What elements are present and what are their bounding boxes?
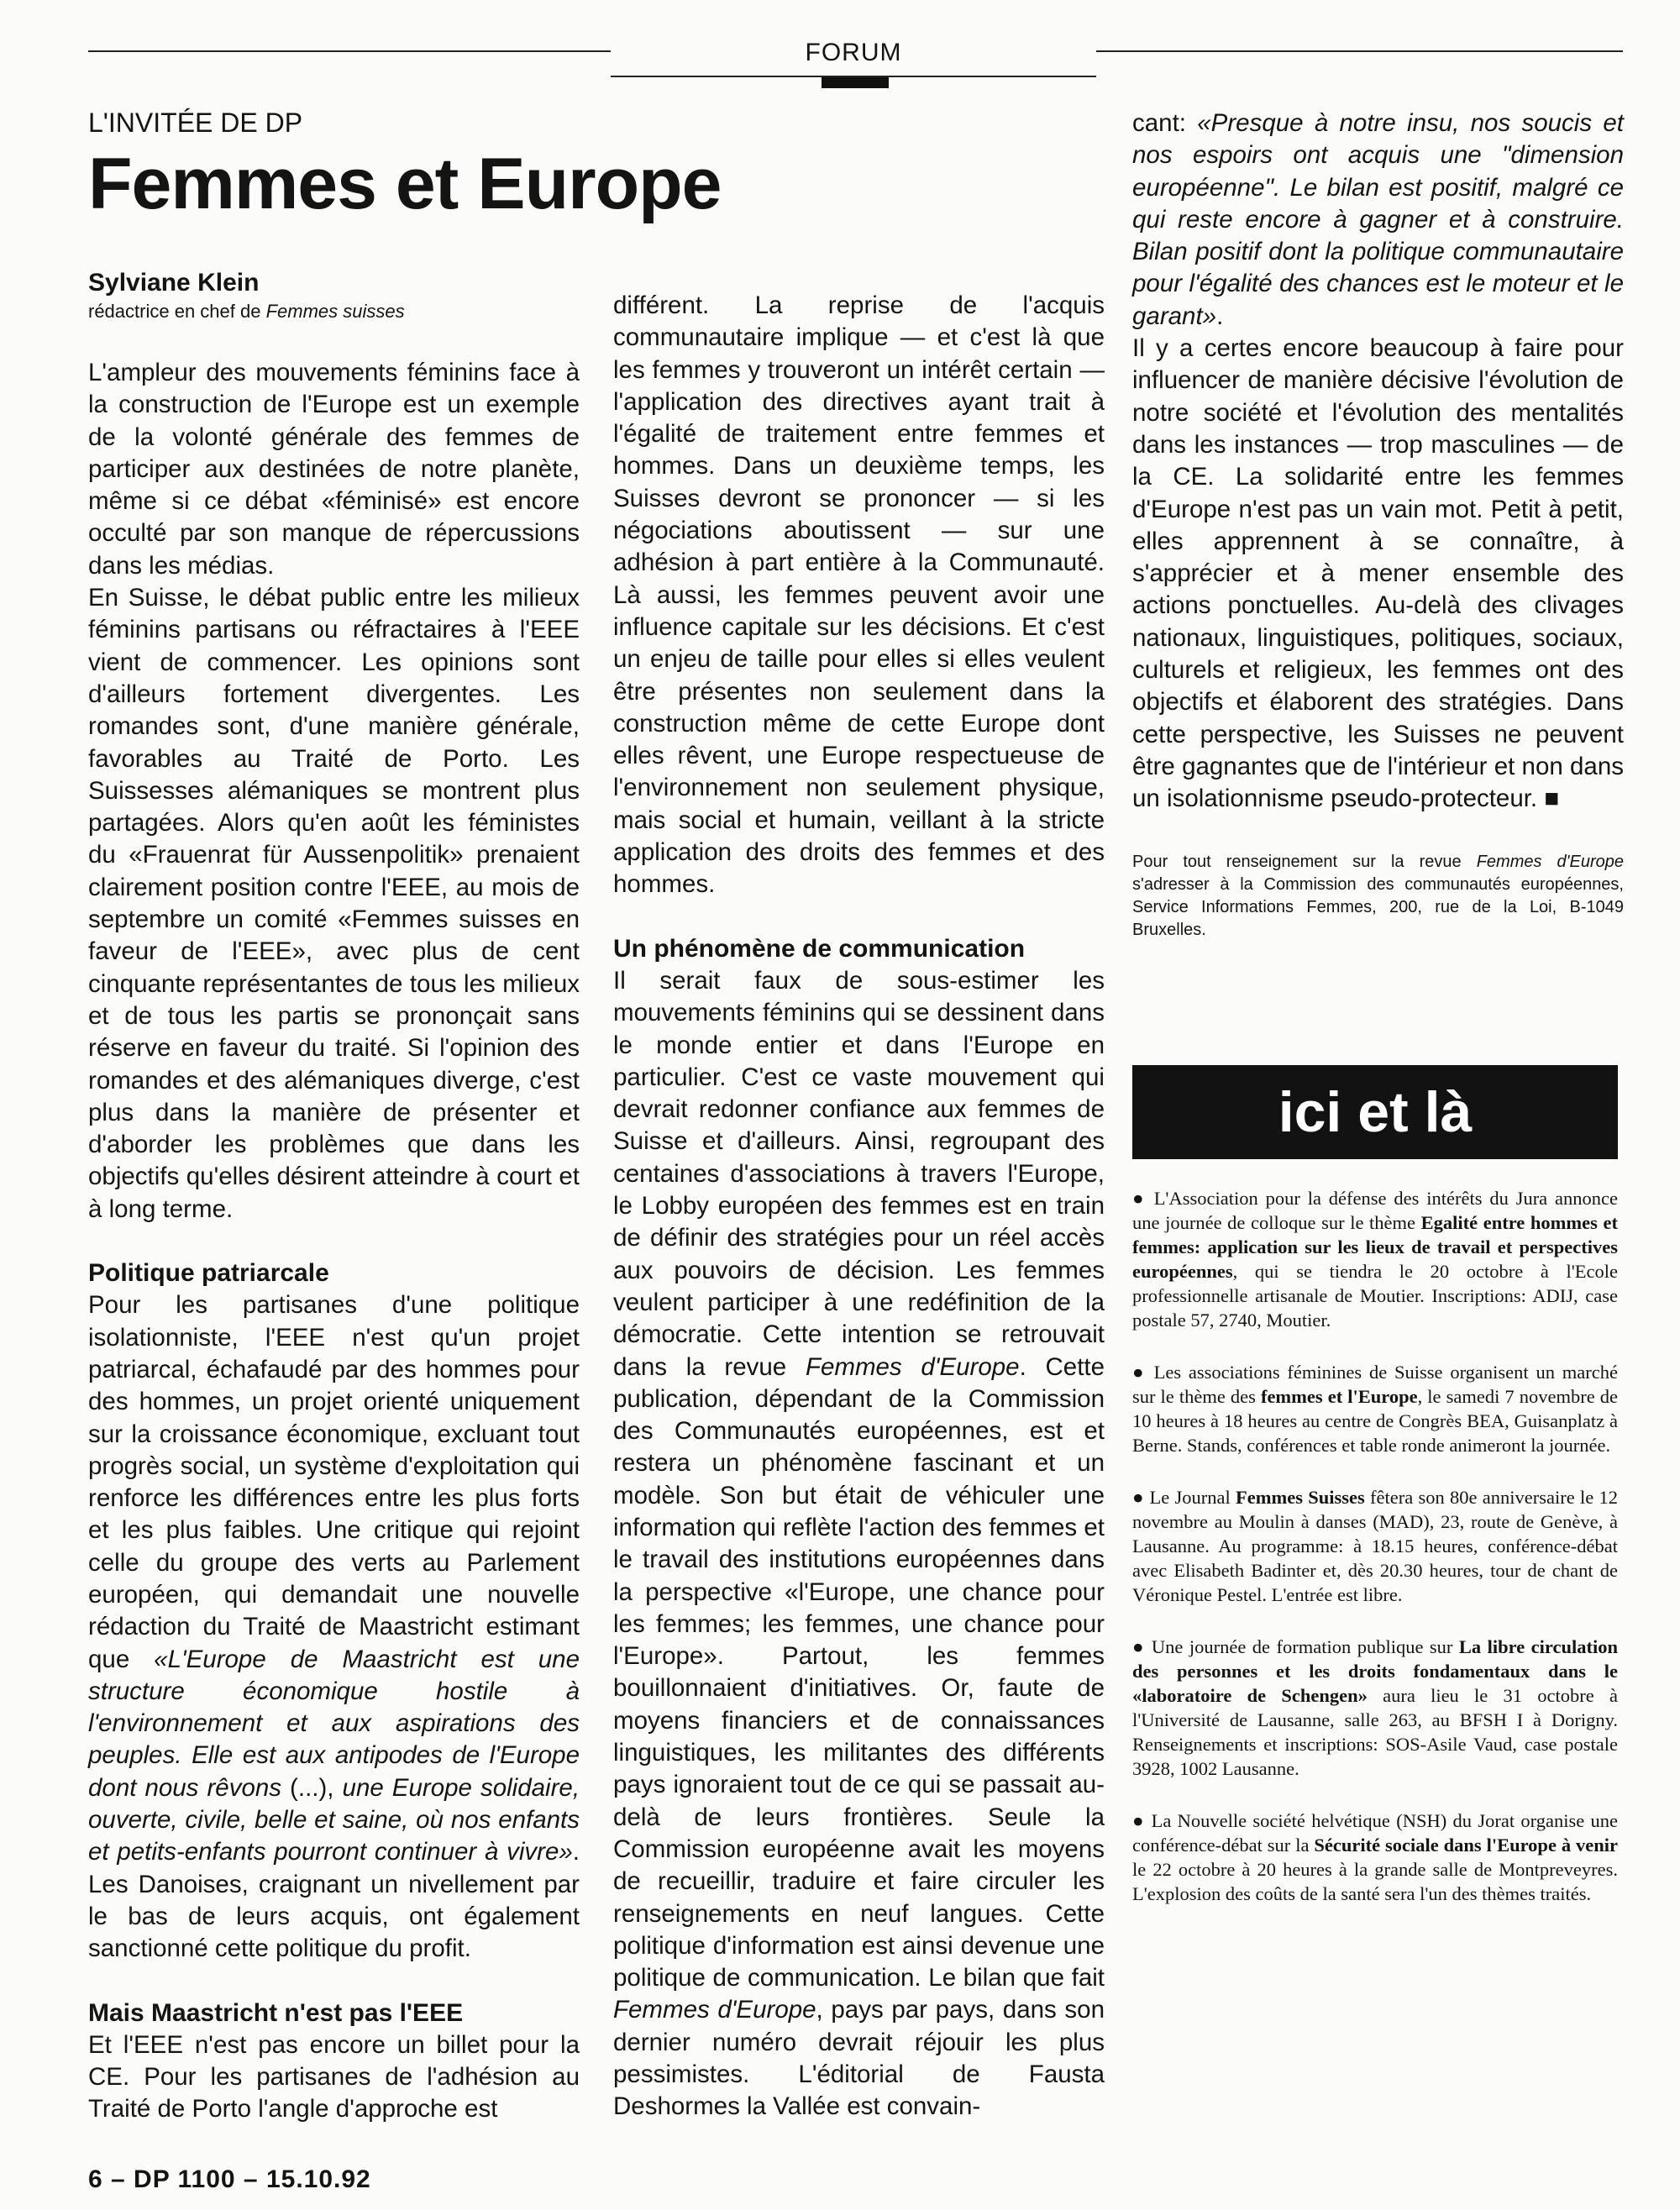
subheading: Politique patriarcale [88, 1259, 329, 1288]
paragraph [88, 1289, 580, 1965]
author-name: Sylviane Klein [88, 269, 260, 297]
author-role-publication: Femmes suisses [265, 301, 405, 322]
article-column-1 [88, 357, 580, 2126]
article-column-3 [1132, 108, 1624, 942]
brief-item: ● La Nouvelle société helvétique (NSH) du Jorat organise une conférence-débat sur la Sécurité sociale dans l'Europe à venir le 22 octobre à 20 heures à la grande salle de Montpreveyres. L'explosion des coûts de la santé sera l'un des thèmes traités. [1132, 1810, 1618, 1904]
subheading: Mais Maastricht n'est pas l'EEE [88, 1998, 464, 2027]
paragraph-text: . Cette publication, dépendant de la Commission des Communautés européennes, est et restera un phénomène fascinant et un modèle. Son but était de véhiculer une information qui reflète l'action des femmes et le travail des institutions européennes dans la perspective «l'Europe, une chance pour les femmes; les femmes, une chance pour l'Europe». Partout, les femmes bouillonnaient d'initiatives. Or, faute de moyens financiers et de connaissances linguistiques, les militantes des différents pays ignoraient tout de ce qui se passait au-delà de leurs frontières. Seule la Commission européenne avait les moyens de recueillir, traduire et faire circuler les renseignements en neuf langues. Cette politique d'information est ainsi devenue une politique de communication. Le bilan que fait [613, 1352, 1105, 1992]
paragraph [1132, 108, 1624, 333]
paragraph: Et l'EEE n'est pas encore un billet pour la CE. Pour les partisanes de l'adhésion au Traité de Porto l'angle d'approche est [88, 2030, 580, 2123]
publication-name: Femmes d'Europe [1476, 852, 1624, 871]
paragraph: En Suisse, le débat public entre les milieux féminins partisans ou réfractaires à l'EEE vient de commencer. Les opinions sont d'ailleurs fortement divergentes. Les romandes sont, d'une manière générale, favorables au Traité de Porto. Les Suissesses alémaniques se montrent plus partagées. Alors qu'en août les féministes du «Frauenrat für Aussenpolitik» prenaient clairement position contre l'EEE, au mois de septembre un comité «Femmes suisses en faveur de l'EEE», avec plus de cent cinquante représentantes de tous les milieux et de tous les partis se prononçait sans réserve en faveur du traité. Si l'opinion des romandes et des alémaniques diverge, c'est plus dans la manière de présenter et d'aborder les problèmes que dans les objectifs qu'elles désirent atteindre à court et à long terme. [88, 584, 580, 1223]
header-marker-block [822, 77, 889, 88]
page-folio: 6 – DP 1100 – 15.10.92 [88, 2165, 371, 2193]
header-rule-left [88, 50, 611, 52]
info-note [1132, 851, 1624, 942]
paragraph-text: cant: [1132, 109, 1198, 137]
ici-et-la-heading: ici et là [1132, 1065, 1618, 1159]
brief-item: ● Une journée de formation publique sur La libre circulation des personnes et les droits fondamentaux dans le «laboratoire de Schengen» aura lieu le 31 octobre à l'Université de Lausanne, salle 263, au BFSH I à Dorigny. Renseignements et inscriptions: SOS-Asile Vaud, case postale 3928, 1002 Lausanne. [1132, 1636, 1619, 1779]
section-label: FORUM [805, 39, 902, 66]
paragraph [613, 965, 1105, 2123]
quote-text: «L'Europe de Maastricht est une structure économique hostile à l'environnement et aux aspirations des peuples. Elle est aux antipodes de l'Europe dont nous rêvons [88, 1645, 580, 1802]
publication-name: Femmes d'Europe [613, 1996, 816, 2024]
brief-item: ● Les associations féminines de Suisse organisent un marché sur le thème des femmes et l'Europe, le samedi 7 novembre de 10 heures à 18 heures au centre de Congrès BEA, Guisanplatz à Berne. Stands, conférences et table ronde animeront la journée. [1132, 1362, 1618, 1456]
news-briefs [1132, 1186, 1618, 1934]
article-kicker: L'INVITÉE DE DP [88, 108, 303, 138]
paragraph-text: Il serait faux de sous-estimer les mouvements féminins qui se dessinent dans le monde entier et dans l'Europe en particulier. C'est ce vaste mouvement qui devrait redonner confiance aux femmes de Suisse et d'ailleurs. Ainsi, regroupant des centaines d'associations à travers l'Europe, le Lobby européen des femmes est en train de définir des stratégies pour un réel accès aux pouvoirs de décision. Les femmes veulent participer à une redéfinition de la démocratie. Cette intention se retrouvait dans la revue [613, 966, 1105, 1381]
paragraph-text: (...), [281, 1773, 343, 1802]
paragraph-text: . Les Danoises, craignant un nivellement par le bas de leurs acquis, ont également sanctionné cette politique du profit. [88, 1838, 580, 1963]
brief-item: ● L'Association pour la défense des intérêts du Jura annonce une journée de colloque sur le thème Egalité entre hommes et femmes: application sur les lieux de travail et perspectives européennes, qui se tiendra le 20 octobre à l'Ecole professionnelle artisanale de Moutier. Inscriptions: ADIJ, case postale 57, 2740, Moutier. [1132, 1188, 1618, 1331]
author-role-prefix: rédactrice en chef de [88, 301, 266, 322]
paragraph-text: , pays par pays, dans son dernier numéro devrait réjouir les plus pessimistes. L'éditorial de Fausta Deshormes la Vallée est convain- [613, 1996, 1105, 2121]
brief-item: ● Le Journal Femmes Suisses fêtera son 80e anniversaire le 12 novembre au Moulin à danses (MAD), 23, route de Genève, à Lausanne. Au programme: à 18.15 heures, conférence-débat avec Elisabeth Badinter et, dès 20.30 heures, tour de chant de Véronique Pestel. L'entrée est libre. [1132, 1487, 1619, 1605]
note-text: Pour tout renseignement sur la revue [1132, 852, 1477, 871]
quote-text: une Europe solidaire, ouverte, civile, belle et saine, où nos enfants et petits-enfants pourront continuer à vivre» [88, 1773, 580, 1866]
paragraph-text: Pour les partisanes d'une politique isolationniste, l'EEE n'est qu'un projet patriarcal, échafaudé par des hommes pour des hommes, un projet orienté uniquement sur la croissance économique, excluant tout progrès social, un système d'exploitation qui renforce les différences entre les plus forts et les plus faibles. Une critique qui rejoint celle du groupe des verts au Parlement européen, qui demandait une nouvelle rédaction du Traité de Maastricht estimant que [88, 1291, 580, 1673]
paragraph: L'ampleur des mouvements féminins face à la construction de l'Europe est un exemple de la volonté générale des femmes de participer aux destinées de notre planète, même si ce débat «féminisé» est encore occulté par son manque de répercussions dans les médias. [88, 359, 580, 580]
header-rule-right [1096, 50, 1623, 52]
article-title: Femmes et Europe [88, 144, 722, 224]
quote-text: «Presque à notre insu, nos soucis et nos espoirs ont acquis une "dimension européenne". Le bilan est positif, malgré ce qui reste encore à gagner et à construire. Bilan positif dont la politique communautaire pour l'égalité des chances est le moteur et le garant» [1132, 109, 1624, 330]
publication-name: Femmes d'Europe [805, 1352, 1020, 1381]
paragraph: différent. La reprise de l'acquis communautaire implique — et c'est là que les femmes y trouveront un intérêt certain — l'application des directives ayant trait à l'égalité de traitement entre femmes et hommes. Dans un deuxième temps, les Suisses devront se prononcer — si les négociations aboutissent — sur une adhésion à part entière à la Communauté. Là aussi, les femmes peuvent avoir une influence capitale sur les décisions. Et c'est un enjeu de taille pour elles si elles veulent être présentes non seulement dans la construction même de cette Europe dont elles rêvent, une Europe respectueuse de l'environnement non seulement physique, mais social et humain, veillant à la stricte application des droits des femmes et des hommes. [613, 291, 1105, 899]
subheading: Un phénomène de communication [613, 934, 1026, 963]
author-role [88, 301, 405, 323]
note-text: s'adresser à la Commission des communautés européennes, Service Informations Femmes, 200, rue de la Loi, B-1049 Bruxelles. [1132, 874, 1624, 939]
paragraph: Il y a certes encore beaucoup à faire pour influencer de manière décisive l'évolution de notre société et l'évolution des mentalités dans les instances — trop masculines — de la CE. La solidarité entre les femmes d'Europe n'est pas un vain mot. Petit à petit, elles apprennent à se connaître, à s'apprécier et à mener ensemble des actions ponctuelles. Au-delà des clivages nationaux, linguistiques, politiques, sociaux, culturels et religieux, les femmes ont des objectifs et élaborent des stratégies. Dans cette perspective, les Suisses ne peuvent être gagnantes que de l'intérieur et non dans un isolationnisme pseudo-protecteur. ■ [1132, 334, 1624, 813]
paragraph-text: . [1216, 302, 1224, 330]
article-column-2 [613, 290, 1105, 2123]
